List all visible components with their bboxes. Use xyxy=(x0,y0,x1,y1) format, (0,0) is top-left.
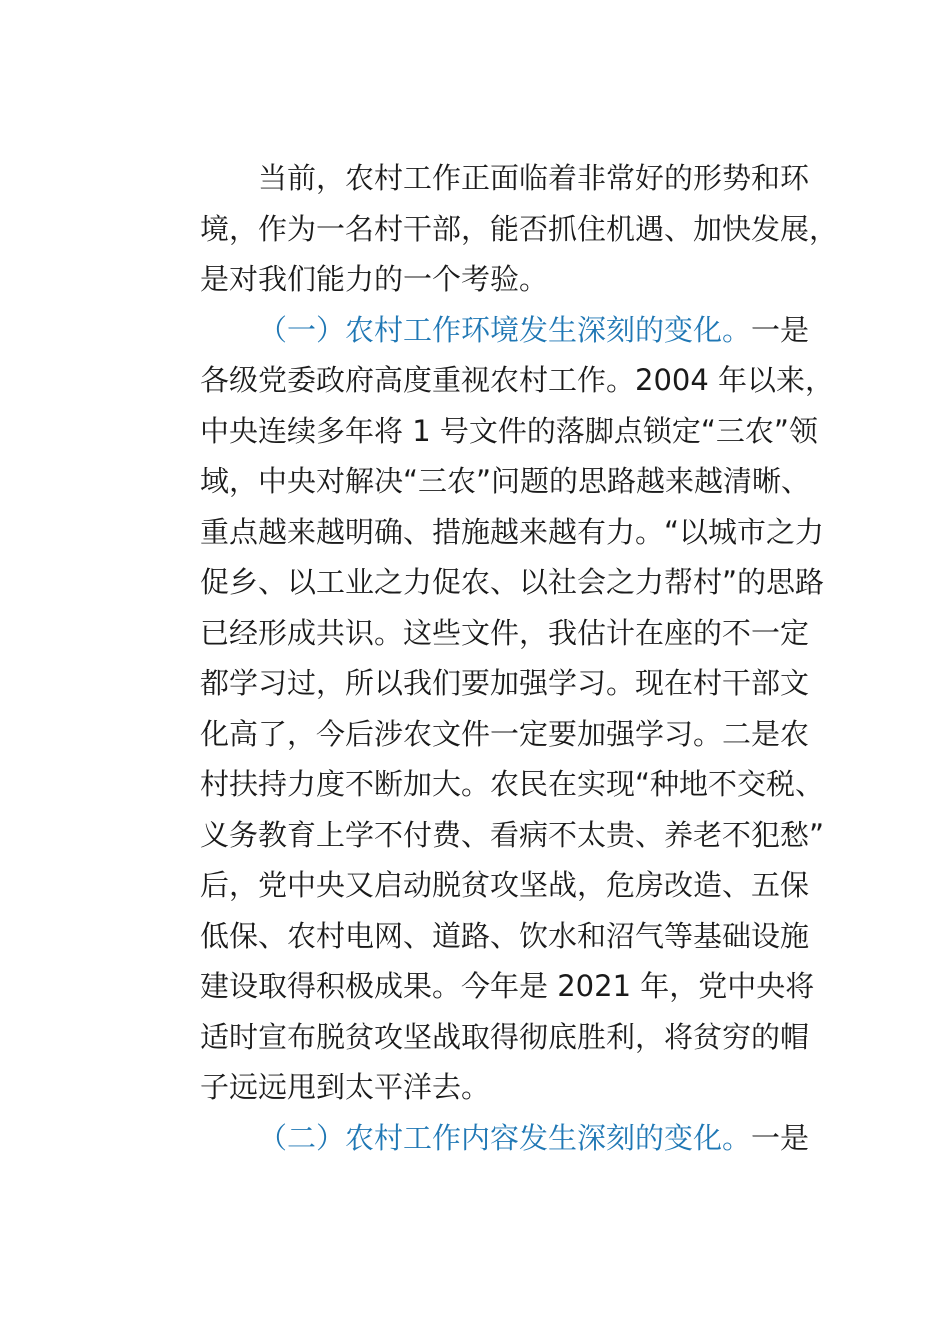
paragraph-line: 已经形成共识。这些文件，我估计在座的不一定 xyxy=(200,616,810,650)
paragraph-line: 中央连续多年将 1 号文件的落脚点锁定“三农”领 xyxy=(200,414,818,448)
section-heading-line: （二）农村工作内容发生深刻的变化。一是 xyxy=(258,1121,810,1155)
paragraph-line: 各级党委政府高度重视农村工作。2004 年以来， xyxy=(200,363,835,397)
paragraph-line: 后，党中央又启动脱贫攻坚战，危房改造、五保 xyxy=(200,868,810,902)
paragraph-line: 是对我们能力的一个考验。 xyxy=(200,262,549,296)
paragraph-line: 义务教育上学不付费、看病不太贵、养老不犯愁” xyxy=(200,818,825,852)
section-heading: （二）农村工作内容发生深刻的变化。 xyxy=(258,1121,752,1155)
paragraph-line: 都学习过，所以我们要加强学习。现在村干部文 xyxy=(200,666,810,700)
paragraph-line: 化高了，今后涉农文件一定要加强学习。二是农 xyxy=(200,717,810,751)
paragraph-line: 境，作为一名村干部，能否抓住机遇、加快发展， xyxy=(200,212,839,246)
paragraph-line: 域，中央对解决“三农”问题的思路越来越清晰、 xyxy=(200,464,811,498)
paragraph-line: 建设取得积极成果。今年是 2021 年，党中央将 xyxy=(200,969,815,1003)
paragraph-line: 村扶持力度不断加大。农民在实现“种地不交税、 xyxy=(200,767,825,801)
section-heading-line: （一）农村工作环境发生深刻的变化。一是 xyxy=(258,313,810,347)
paragraph-line: 适时宣布脱贫攻坚战取得彻底胜利，将贫穷的帽 xyxy=(200,1020,810,1054)
paragraph-line: 促乡、以工业之力促农、以社会之力帮村”的思路 xyxy=(200,565,825,599)
paragraph-line: 子远远甩到太平洋去。 xyxy=(200,1070,491,1104)
section-heading: （一）农村工作环境发生深刻的变化。 xyxy=(258,313,752,347)
paragraph-line: 当前，农村工作正面临着非常好的形势和环 xyxy=(258,161,810,195)
paragraph-line: 重点越来越明确、措施越来越有力。“以城市之力 xyxy=(200,515,825,549)
paragraph-line: 低保、农村电网、道路、饮水和沼气等基础设施 xyxy=(200,919,810,953)
